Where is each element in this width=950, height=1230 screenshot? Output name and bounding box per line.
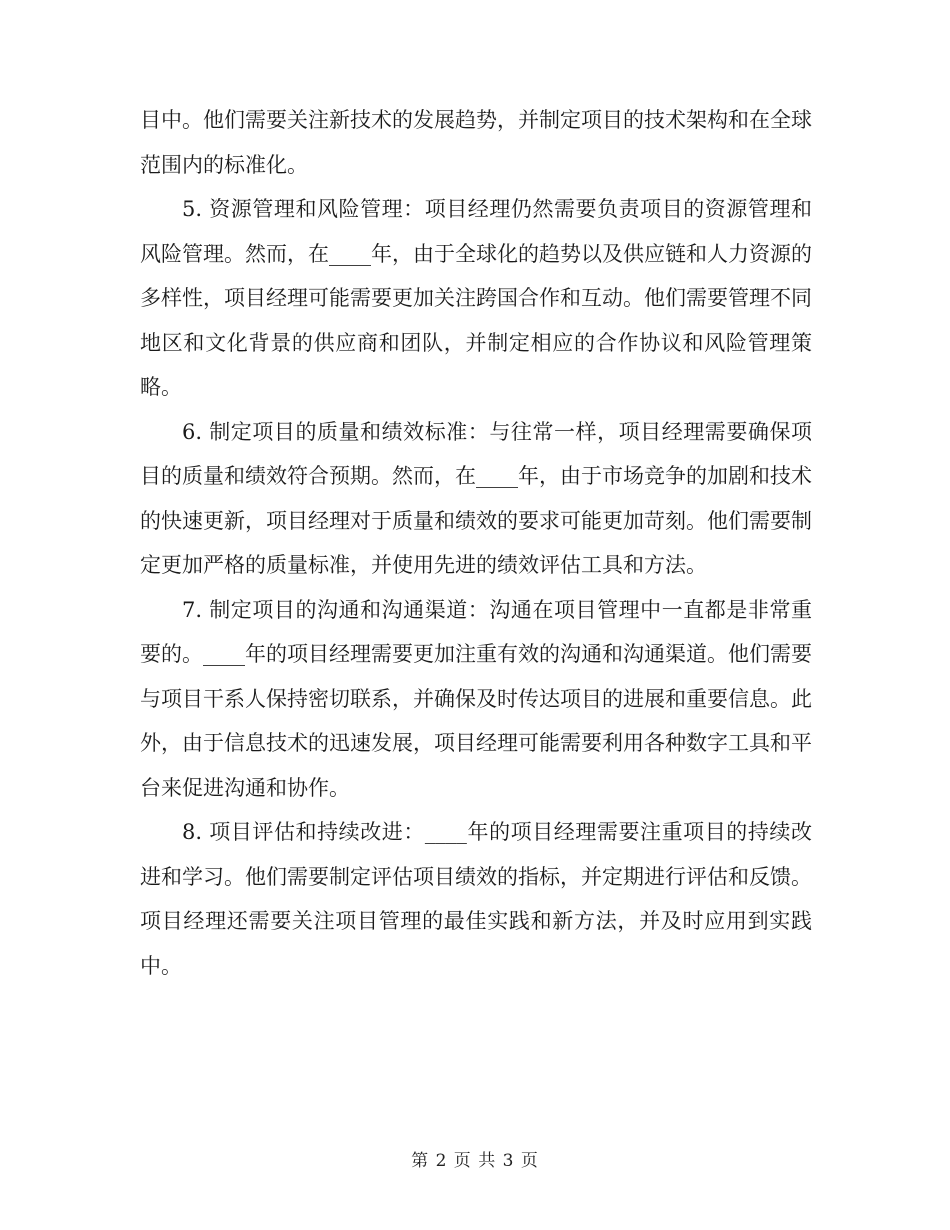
paragraph-item-8: 8. 项目评估和持续改进：____年的项目经理需要注重项目的持续改进和学习。他们需要制定评估项目绩效的指标，并定期进行评估和反馈。项目经理还需要关注项目管理的最佳实践和新方法，并及时应用到实践中。 (140, 820, 812, 978)
paragraph-item-7: 7. 制定项目的沟通和沟通渠道：沟通在项目管理中一直都是非常重要的。____年的项目经理需要更加注重有效的沟通和沟通渠道。他们需要与项目干系人保持密切联系，并确保及时传达项目的进展和重要信息。此外，由于信息技术的迅速发展，项目经理可能需要利用各种数字工具和平台来促进沟通和协作。 (140, 597, 812, 800)
paragraph-item-5: 5. 资源管理和风险管理：项目经理仍然需要负责项目的资源管理和风险管理。然而，在____年，由于全球化的趋势以及供应链和人力资源的多样性，项目经理可能需要更加关注跨国合作和互动。他们需要管理不同地区和文化背景的供应商和团队，并制定相应的合作协议和风险管理策略。 (140, 197, 812, 399)
page-footer: 第 2 页 共 3 页 (411, 1151, 539, 1171)
document-body (140, 98, 812, 988)
paragraph-continuation: 目中。他们需要关注新技术的发展趋势，并制定项目的技术架构和在全球范围内的标准化。 (140, 108, 812, 177)
paragraph-item-6: 6. 制定项目的质量和绩效标准：与往常一样，项目经理需要确保项目的质量和绩效符合预期。然而，在____年，由于市场竞争的加剧和技术的快速更新，项目经理对于质量和绩效的要求可能更加苛刻。他们需要制定更加严格的质量标准，并使用先进的绩效评估工具和方法。 (140, 419, 812, 577)
